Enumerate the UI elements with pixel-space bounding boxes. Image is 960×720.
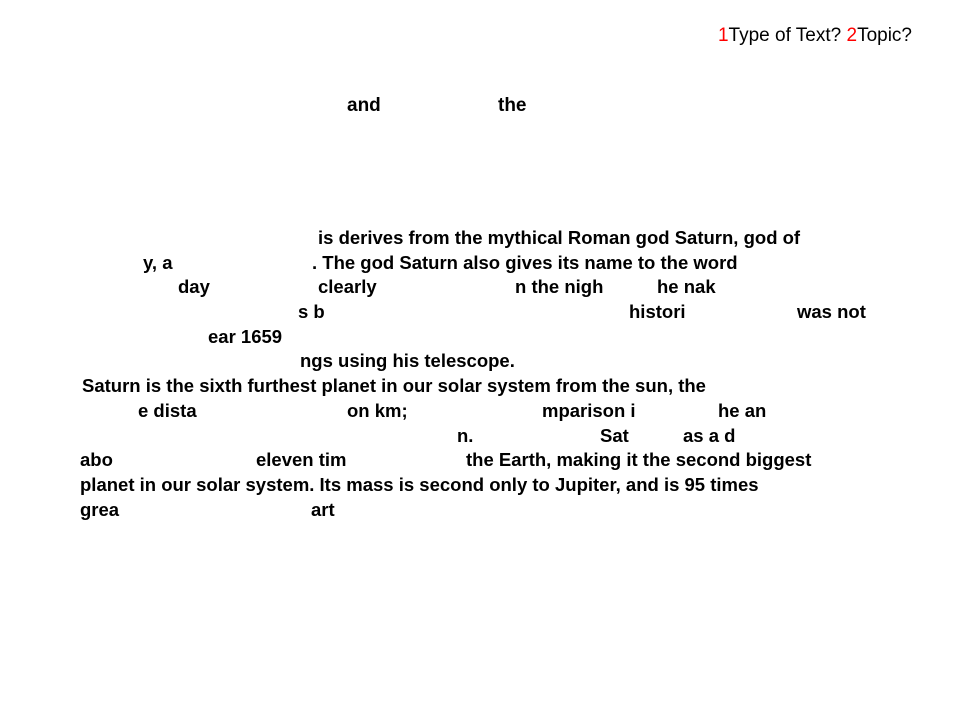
text-fragment: was not [797,301,866,323]
text-fragment: n. [457,424,474,446]
passage-line [80,300,900,325]
passage-text [80,226,900,522]
text-fragment: clearly [318,276,377,298]
text-fragment: planet in our solar system. Its mass is second only to Jupiter, and is 95 times [80,473,759,495]
text-fragment: y, a [143,251,173,273]
text-fragment: the Earth, making it the second biggest [466,449,812,471]
text-fragment: as a d [683,424,736,446]
title-word: the [498,95,527,116]
passage-line [80,473,900,498]
text-fragment: abo [80,449,113,471]
text-fragment: grea [80,498,120,520]
question-type-of-text: Type of Text? [728,25,842,46]
text-fragment: ngs using his telescope. [300,350,515,372]
question-prompt [718,25,912,47]
text-fragment: on km; [347,399,408,421]
text-fragment: mparison i [542,399,636,421]
passage-line [80,275,900,300]
partial-title [0,95,960,121]
question-topic: Topic? [857,25,912,46]
passage-line [80,374,900,399]
text-fragment: s b [298,301,325,323]
text-fragment: Saturn is the sixth furthest planet in our solar system from the sun, the [82,375,706,397]
passage-line [80,226,900,251]
title-word: and [347,95,381,116]
passage-line [80,399,900,424]
text-fragment: ear 1659 [208,325,283,347]
question-number-1: 1 [717,25,729,46]
text-fragment: n the nigh [515,276,604,298]
text-fragment: day [178,276,210,298]
text-fragment: art [311,498,335,520]
text-fragment: . The god Saturn also gives its name to the word [312,251,738,273]
passage-line [80,251,900,276]
passage-line [80,424,900,449]
text-fragment: he nak [657,276,716,298]
text-fragment: Sat [600,424,629,446]
text-fragment: eleven tim [256,449,347,471]
text-fragment: e dista [138,399,197,421]
passage-line [80,448,900,473]
passage-line [80,349,900,374]
passage-line [80,325,900,350]
text-fragment: is derives from the mythical Roman god Saturn, god of [318,227,801,248]
question-number-2: 2 [846,25,858,46]
passage-line [80,498,900,523]
text-fragment: he an [718,399,767,421]
text-fragment: histori [629,301,686,323]
